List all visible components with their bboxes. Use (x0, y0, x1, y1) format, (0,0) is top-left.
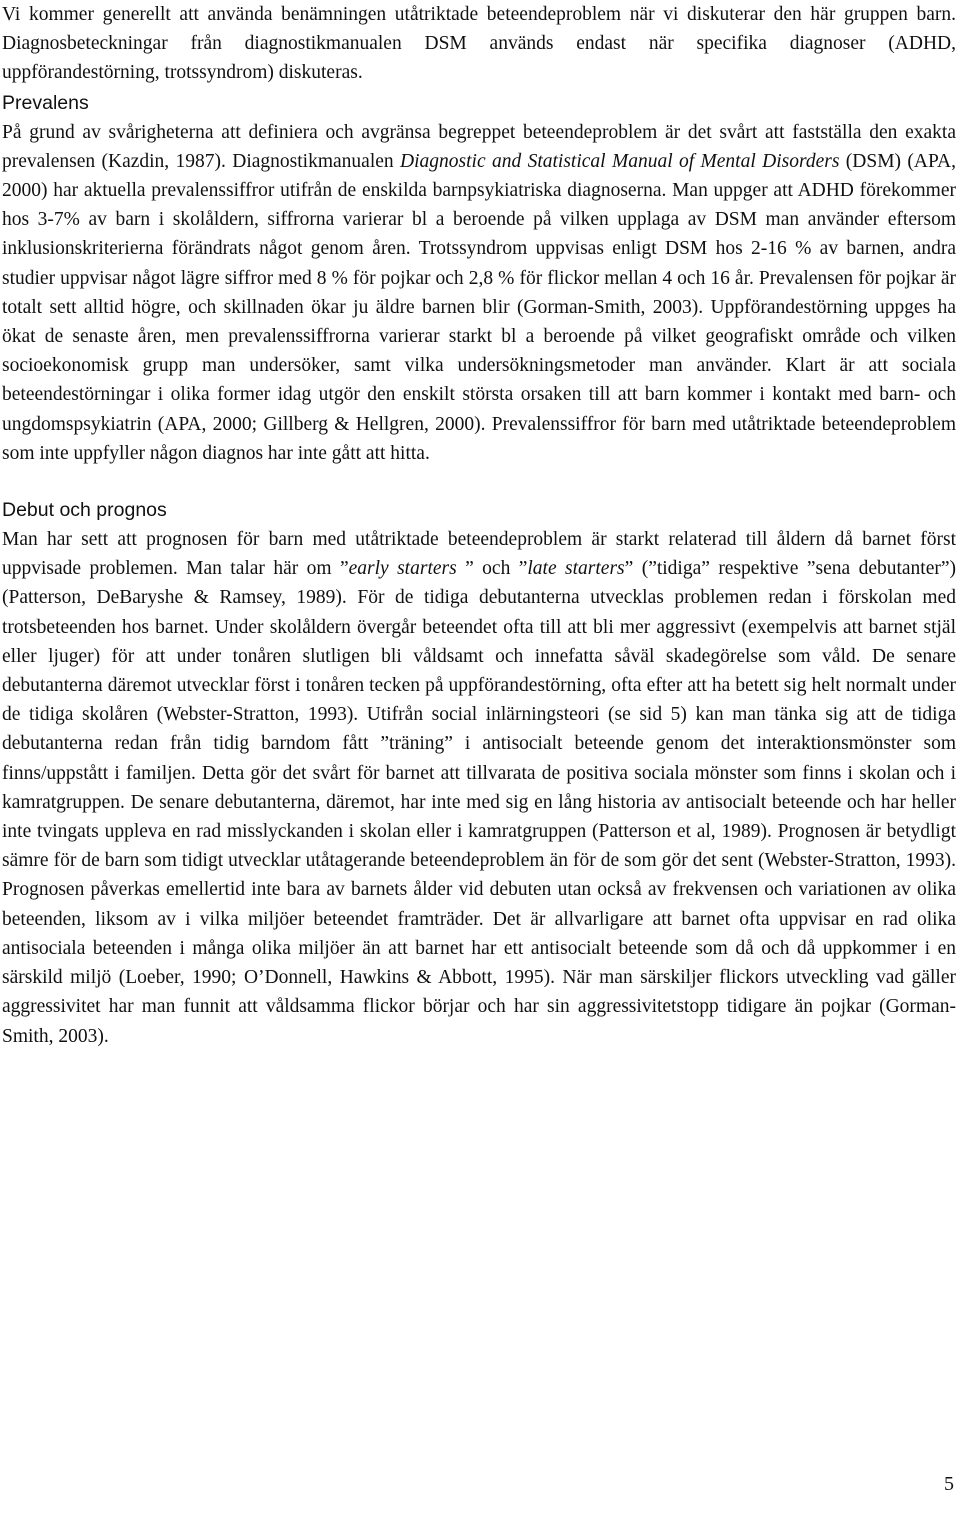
debut-paragraph (2, 525, 956, 1051)
dsm-title-italic: Diagnostic and Statistical Manual of Mental Disorders (400, 150, 840, 172)
page-number: 5 (944, 1473, 954, 1495)
document-page (2, 0, 956, 1051)
debut-text-2: ” och ” (456, 558, 528, 580)
heading-debut-och-prognos: Debut och prognos (2, 499, 167, 522)
debut-text-1: Man har sett att prognosen för barn med utåtriktade beteendeproblem är starkt relaterad till åldern då barnet först uppvisade problemen. Man talar här om ” (2, 529, 956, 580)
intro-paragraph: Vi kommer generellt att använda benämningen utåtriktade beteendeproblem när vi diskuterar den här gruppen barn. Diagnosbeteckningar från diagnostikmanualen DSM används endast när specifika diagnoser (ADHD, uppförandestörning, trotssyndrom) diskuteras. (2, 4, 956, 84)
debut-text-3: ” (”tidiga” respektive ”sena debutanter”) (Patterson, DeBaryshe & Ramsey, 1989). För de tidiga debutanterna utvecklas problemen redan i förskolan med trotsbeteenden hos barnet. Under skolåldern övergår beteendet ofta till att bli mer aggressivt (exempelvis att barnet stjäl eller ljuger) för att under tonåren slutligen bli våldsamt och innefatta såväl skadegörelse som våld. De senare debutanterna däremot utvecklar först i tonåren tecken på uppförandestörning, ofta efter att ha betett sig helt normalt under de tidiga skolåren (Webster-Stratton, 1993). Utifrån social inlärningsteori (se sid 5) kan man tänka sig att de tidiga debutanterna redan från tidig barndom fått ”träning” i antisocialt beteende genom det interaktionsmönster som finns/uppstått i familjen. Detta gör det svårt för barnet att tillvarata de positiva sociala mönster som finns i skolan och i kamratgruppen. De senare debutanterna, däremot, har inte med sig en lång historia av antisocialt beteende och har heller inte tvingats uppleva en rad misslyckanden i skolan eller i kamratgruppen (Patterson et al, 1989). Prognosen är betydligt sämre för de barn som tidigt utvecklar utåtagerande beteendeproblem än för de som gör det sent (Webster-Stratton, 1993). Prognosen påverkas emellertid inte bara av barnets ålder vid debuten utan också av frekvensen och variationen av olika beteenden, liksom av i vilka miljöer beteendet framträder. Det är allvarligare att barnet ofta uppvisar en rad olika antisociala beteenden i många olika miljöer än att barnet har ett antisocialt beteende som då och då uppkommer i en särskild miljö (Loeber, 1990; O’Donnell, Hawkins & Abbott, 1995). När man särskiljer flickors utveckling vad gäller aggressivitet har man funnit att våldsamma flickor börjar och har sin aggressivitetstopp tidigare än pojkar (Gorman-Smith, 2003). (2, 558, 957, 1047)
prevalens-paragraph (2, 118, 956, 468)
prevalens-text-2: (DSM) (APA, 2000) har aktuella prevalenssiffror utifrån de enskilda barnpsykiatriska diagnoserna. Man uppger att ADHD förekommer hos 3-7% av barn i skolåldern, siffrorna varierar bl a beroende på vilken upplaga av DSM man använder eftersom inklusionskriterierna förändrats något genom åren. Trotssyndrom uppvisas enligt DSM hos 2-16 % av barnen, andra studier uppvisar något lägre siffror med 8 % för pojkar och 2,8 % för flickor mellan 4 och 16 år. Prevalensen för pojkar är totalt sett alltid högre, och skillnaden ökar ju äldre barnen blir (Gorman-Smith, 2003). Uppförandestörning uppges ha ökat de senaste åren, men prevalenssiffrorna varierar starkt bl a beroende på vilket geografiskt område och vilken socioekonomisk grupp man undersöker, samt vilka undersökningsmetoder man använder. Klart är att sociala beteendestörningar i olika former idag utgör den enskilt största orsaken till att barn kommer i kontakt med barn- och ungdomspsykiatrin (APA, 2000; Gillberg & Hellgren, 2000). Prevalenssiffror för barn med utåtriktade beteendeproblem som inte uppfyller någon diagnos har inte gått att hitta. (2, 150, 956, 464)
heading-prevalens: Prevalens (2, 91, 89, 114)
late-starters-italic: late starters (527, 558, 625, 580)
early-starters-italic: early starters (348, 558, 457, 580)
prevalens-text-1: På grund av svårigheterna att definiera och avgränsa begreppet beteendeproblem är det svårt att fastställa den exakta prevalensen (Kazdin, 1987). Diagnostikmanualen (2, 121, 956, 172)
